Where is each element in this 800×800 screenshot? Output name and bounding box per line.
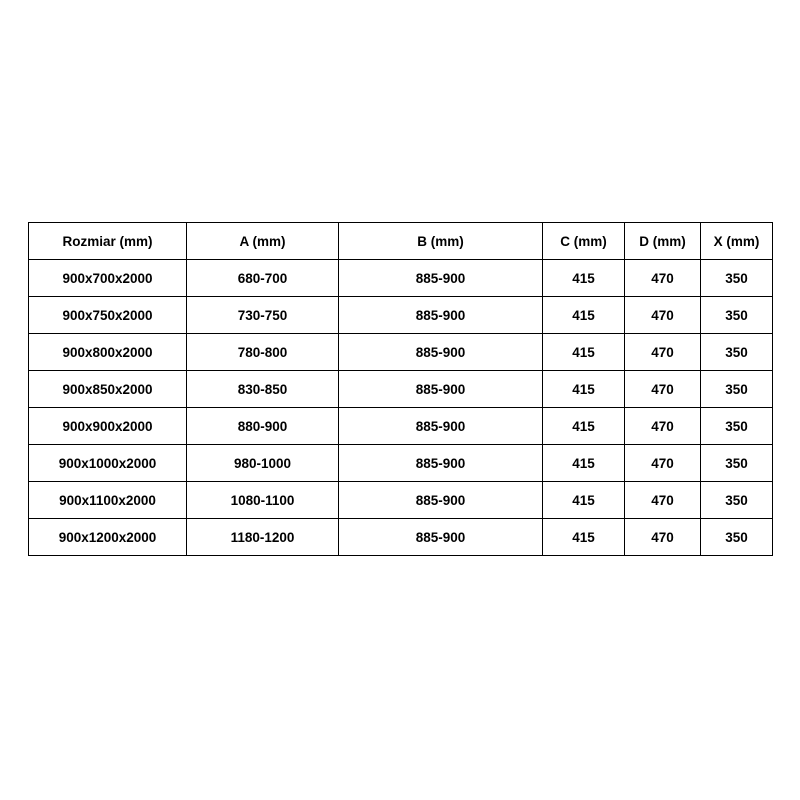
cell-c: 415	[543, 297, 625, 334]
cell-a: 880-900	[187, 408, 339, 445]
cell-b: 885-900	[339, 445, 543, 482]
cell-a: 730-750	[187, 297, 339, 334]
cell-x: 350	[701, 260, 773, 297]
cell-x: 350	[701, 445, 773, 482]
cell-d: 470	[625, 408, 701, 445]
cell-c: 415	[543, 445, 625, 482]
cell-size: 900x800x2000	[29, 334, 187, 371]
cell-b: 885-900	[339, 482, 543, 519]
cell-x: 350	[701, 408, 773, 445]
cell-x: 350	[701, 334, 773, 371]
cell-b: 885-900	[339, 334, 543, 371]
column-header-a: A (mm)	[187, 223, 339, 260]
cell-c: 415	[543, 334, 625, 371]
cell-size: 900x900x2000	[29, 408, 187, 445]
cell-size: 900x1000x2000	[29, 445, 187, 482]
size-table	[28, 222, 773, 556]
size-table-container	[28, 222, 772, 556]
cell-b: 885-900	[339, 371, 543, 408]
column-header-x: X (mm)	[701, 223, 773, 260]
cell-x: 350	[701, 482, 773, 519]
cell-a: 980-1000	[187, 445, 339, 482]
table-row	[29, 334, 773, 371]
cell-d: 470	[625, 445, 701, 482]
cell-size: 900x1100x2000	[29, 482, 187, 519]
cell-b: 885-900	[339, 297, 543, 334]
cell-a: 780-800	[187, 334, 339, 371]
cell-size: 900x850x2000	[29, 371, 187, 408]
cell-b: 885-900	[339, 408, 543, 445]
cell-d: 470	[625, 297, 701, 334]
cell-d: 470	[625, 519, 701, 556]
column-header-d: D (mm)	[625, 223, 701, 260]
cell-a: 1080-1100	[187, 482, 339, 519]
cell-d: 470	[625, 371, 701, 408]
table-row	[29, 482, 773, 519]
cell-x: 350	[701, 297, 773, 334]
cell-size: 900x700x2000	[29, 260, 187, 297]
cell-d: 470	[625, 482, 701, 519]
cell-d: 470	[625, 260, 701, 297]
cell-x: 350	[701, 371, 773, 408]
cell-a: 680-700	[187, 260, 339, 297]
cell-b: 885-900	[339, 260, 543, 297]
table-row	[29, 445, 773, 482]
column-header-b: B (mm)	[339, 223, 543, 260]
cell-a: 830-850	[187, 371, 339, 408]
cell-b: 885-900	[339, 519, 543, 556]
column-header-c: C (mm)	[543, 223, 625, 260]
cell-size: 900x1200x2000	[29, 519, 187, 556]
table-row	[29, 297, 773, 334]
cell-d: 470	[625, 334, 701, 371]
cell-c: 415	[543, 260, 625, 297]
table-row	[29, 260, 773, 297]
table-header-row	[29, 223, 773, 260]
cell-c: 415	[543, 519, 625, 556]
cell-x: 350	[701, 519, 773, 556]
cell-c: 415	[543, 408, 625, 445]
cell-a: 1180-1200	[187, 519, 339, 556]
table-row	[29, 371, 773, 408]
cell-size: 900x750x2000	[29, 297, 187, 334]
table-row	[29, 519, 773, 556]
column-header-rozmiar: Rozmiar (mm)	[29, 223, 187, 260]
table-row	[29, 408, 773, 445]
cell-c: 415	[543, 482, 625, 519]
cell-c: 415	[543, 371, 625, 408]
